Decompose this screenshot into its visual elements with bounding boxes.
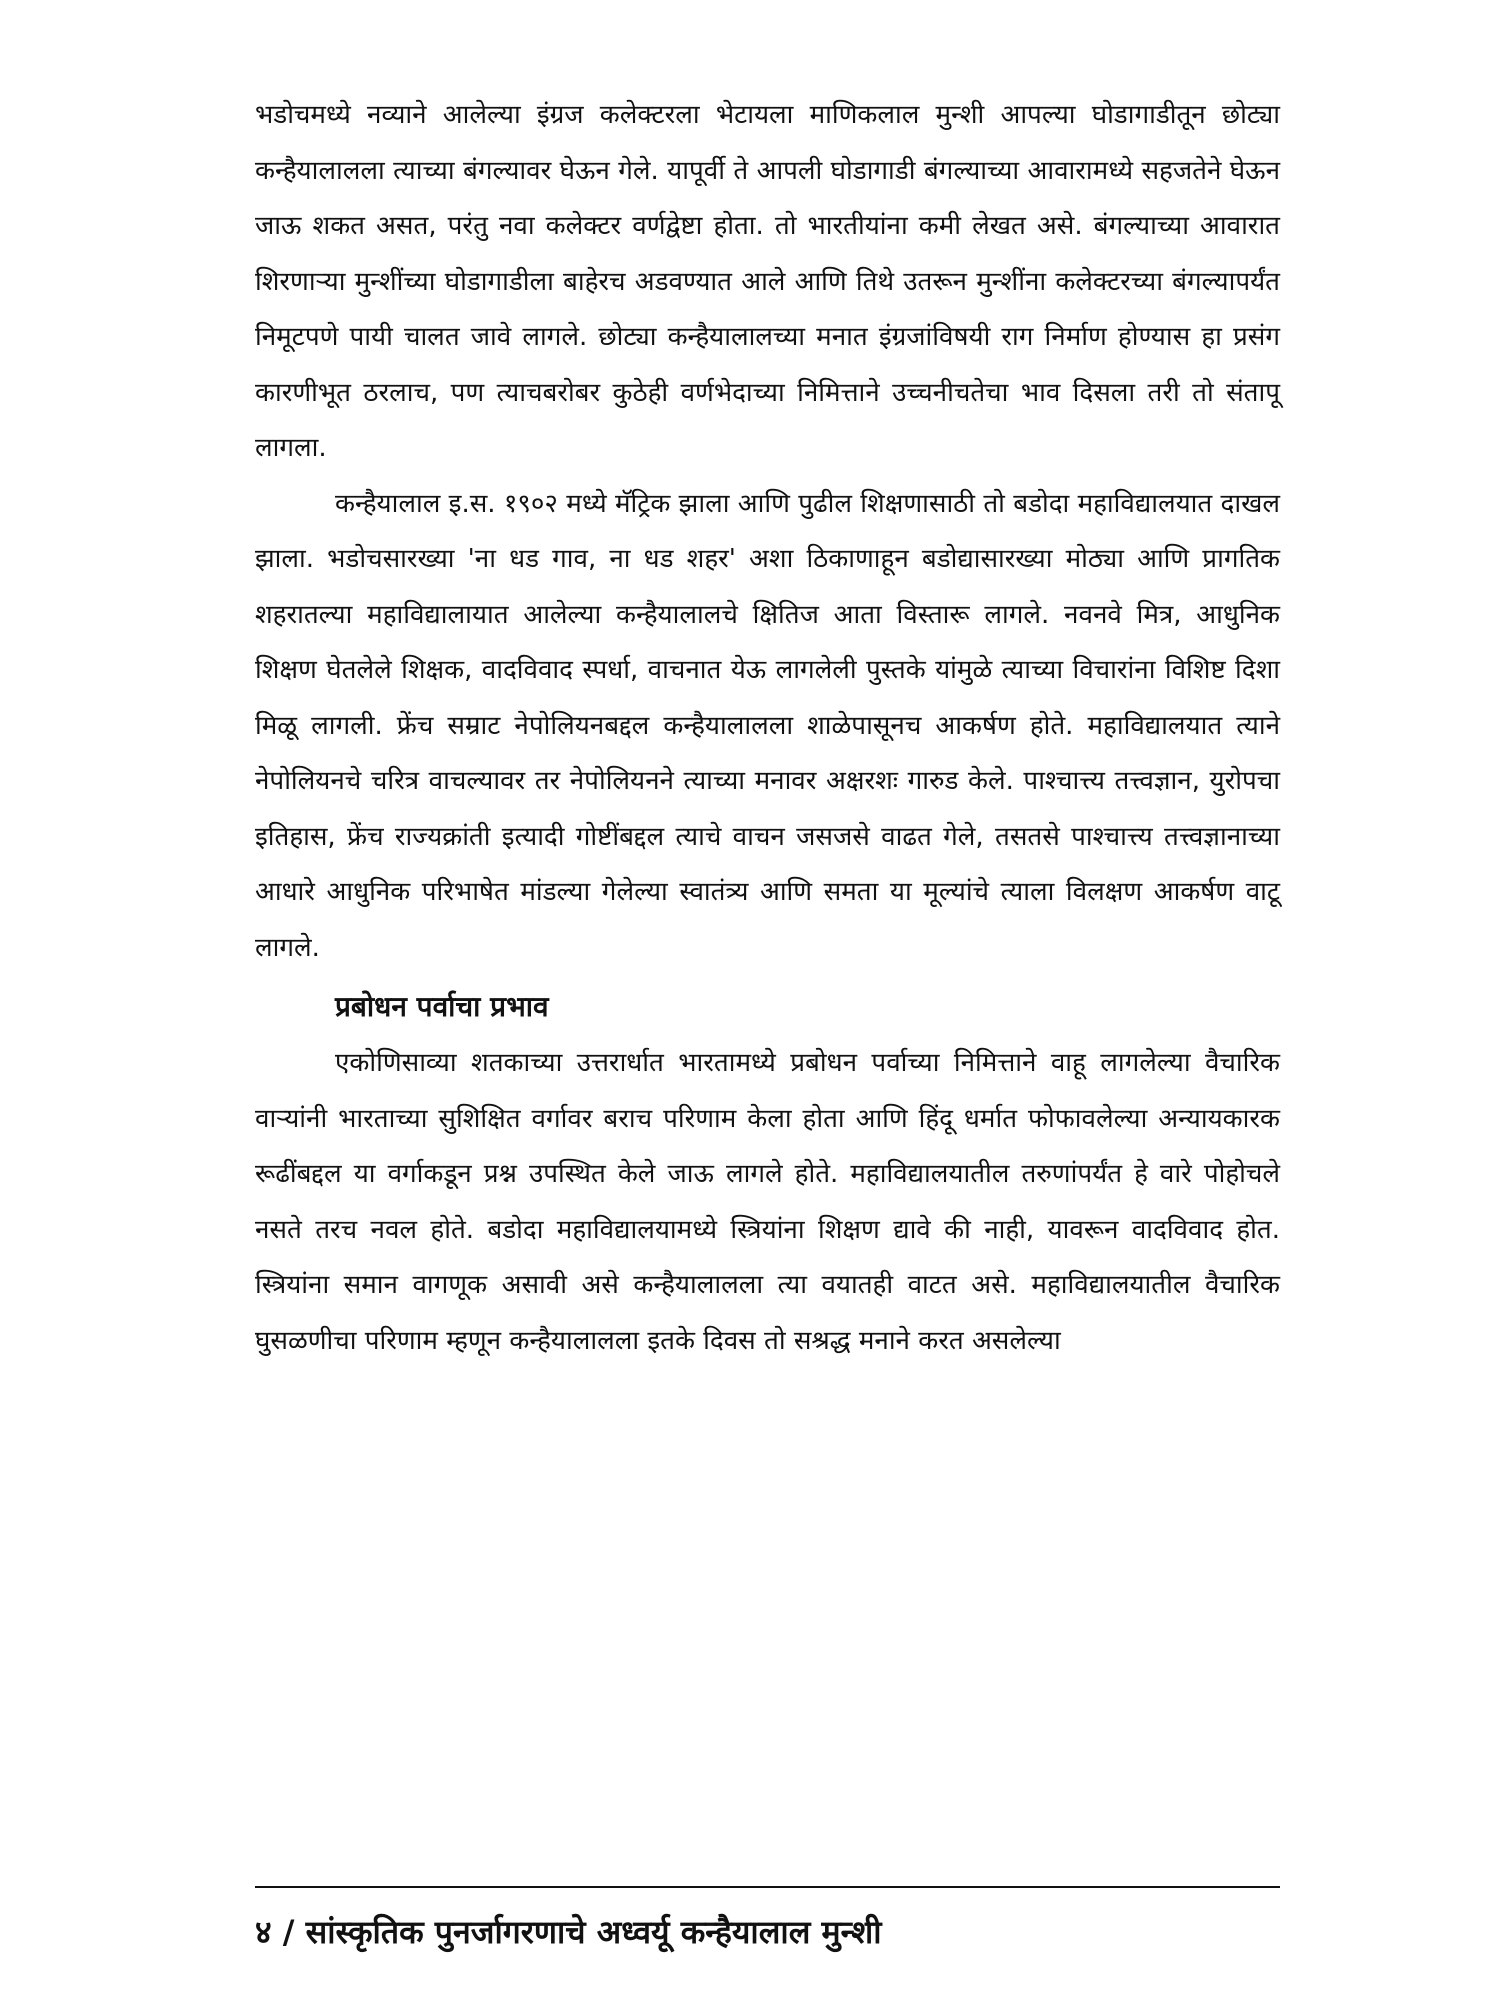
page-footer: ४ / सांस्कृतिक पुनर्जागरणाचे अध्वर्यू कन्हैयालाल मुन्शी <box>255 1913 882 1951</box>
section-heading: प्रबोधन पर्वाचा प्रभाव <box>335 990 549 1023</box>
footer-rule <box>255 1886 1280 1888</box>
paragraph-3: एकोणिसाव्या शतकाच्या उत्तरार्धात भारतामध्ये प्रबोधन पर्वाच्या निमित्ताने वाहू लागलेल्या वैचारिक वाऱ्यांनी भारताच्या सुशिक्षित वर्गावर बराच परिणाम केला होता आणि हिंदू धर्मात फोफावलेल्या अन्यायकारक रूढींबद्दल या वर्गाकडून प्रश्न उपस्थित केले जाऊ लागले होते. महाविद्यालयातील तरुणांपर्यंत हे वारे पोहोचले नसते तरच नवल होते. बडोदा महाविद्यालयामध्ये स्त्रियांना शिक्षण द्यावे की नाही, यावरून वादविवाद होत. स्त्रियांना समान वागणूक असावी असे कन्हैयालालला त्या वयातही वाटत असे. महाविद्यालयातील वैचारिक घुसळणीचा परिणाम म्हणून कन्हैयालालला इतके दिवस तो सश्रद्ध मनाने करत असलेल्या <box>255 1048 1280 1356</box>
book-page <box>255 88 1280 1968</box>
paragraph-2: कन्हैयालाल इ.स. १९०२ मध्ये मॅट्रिक झाला आणि पुढील शिक्षणासाठी तो बडोदा महाविद्यालयात दाखल झाला. भडोचसारख्या 'ना धड गाव, ना धड शहर' अशा ठिकाणाहून बडोद्यासारख्या मोठ्या आणि प्रागतिक शहरातल्या महाविद्यालायात आलेल्या कन्हैयालालचे क्षितिज आता विस्तारू लागले. नवनवे मित्र, आधुनिक शिक्षण घेतलेले शिक्षक, वादविवाद स्पर्धा, वाचनात येऊ लागलेली पुस्तके यांमुळे त्याच्या विचारांना विशिष्ट दिशा मिळू लागली. फ्रेंच सम्राट नेपोलियनबद्दल कन्हैयालालला शाळेपासूनच आकर्षण होते. महाविद्यालयात त्याने नेपोलियनचे चरित्र वाचल्यावर तर नेपोलियनने त्याच्या मनावर अक्षरशः गारुड केले. पाश्चात्त्य तत्त्वज्ञान, युरोपचा इतिहास, फ्रेंच राज्यक्रांती इत्यादी गोष्टींबद्दल त्याचे वाचन जसजसे वाढत गेले, तसतसे पाश्चात्त्य तत्त्वज्ञानाच्या आधारे आधुनिक परिभाषेत मांडल्या गेलेल्या स्वातंत्र्य आणि समता या मूल्यांचे त्याला विलक्षण आकर्षण वाटू लागले. <box>255 488 1280 963</box>
paragraph-1: भडोचमध्ये नव्याने आलेल्या इंग्रज कलेक्टरला भेटायला माणिकलाल मुन्शी आपल्या घोडागाडीतून छोट्या कन्हैयालालला त्याच्या बंगल्यावर घेऊन गेले. यापूर्वी ते आपली घोडागाडी बंगल्याच्या आवारामध्ये सहजतेने घेऊन जाऊ शकत असत, परंतु नवा कलेक्टर वर्णद्वेष्टा होता. तो भारतीयांना कमी लेखत असे. बंगल्याच्या आवारात शिरणाऱ्या मुन्शींच्या घोडागाडीला बाहेरच अडवण्यात आले आणि तिथे उतरून मुन्शींना कलेक्टरच्या बंगल्यापर्यंत निमूटपणे पायी चालत जावे लागले. छोट्या कन्हैयालालच्या मनात इंग्रजांविषयी राग निर्माण होण्यास हा प्रसंग कारणीभूत ठरलाच, पण त्याचबरोबर कुठेही वर्णभेदाच्या निमित्ताने उच्चनीचतेचा भाव दिसला तरी तो संतापू लागला. <box>255 100 1280 463</box>
